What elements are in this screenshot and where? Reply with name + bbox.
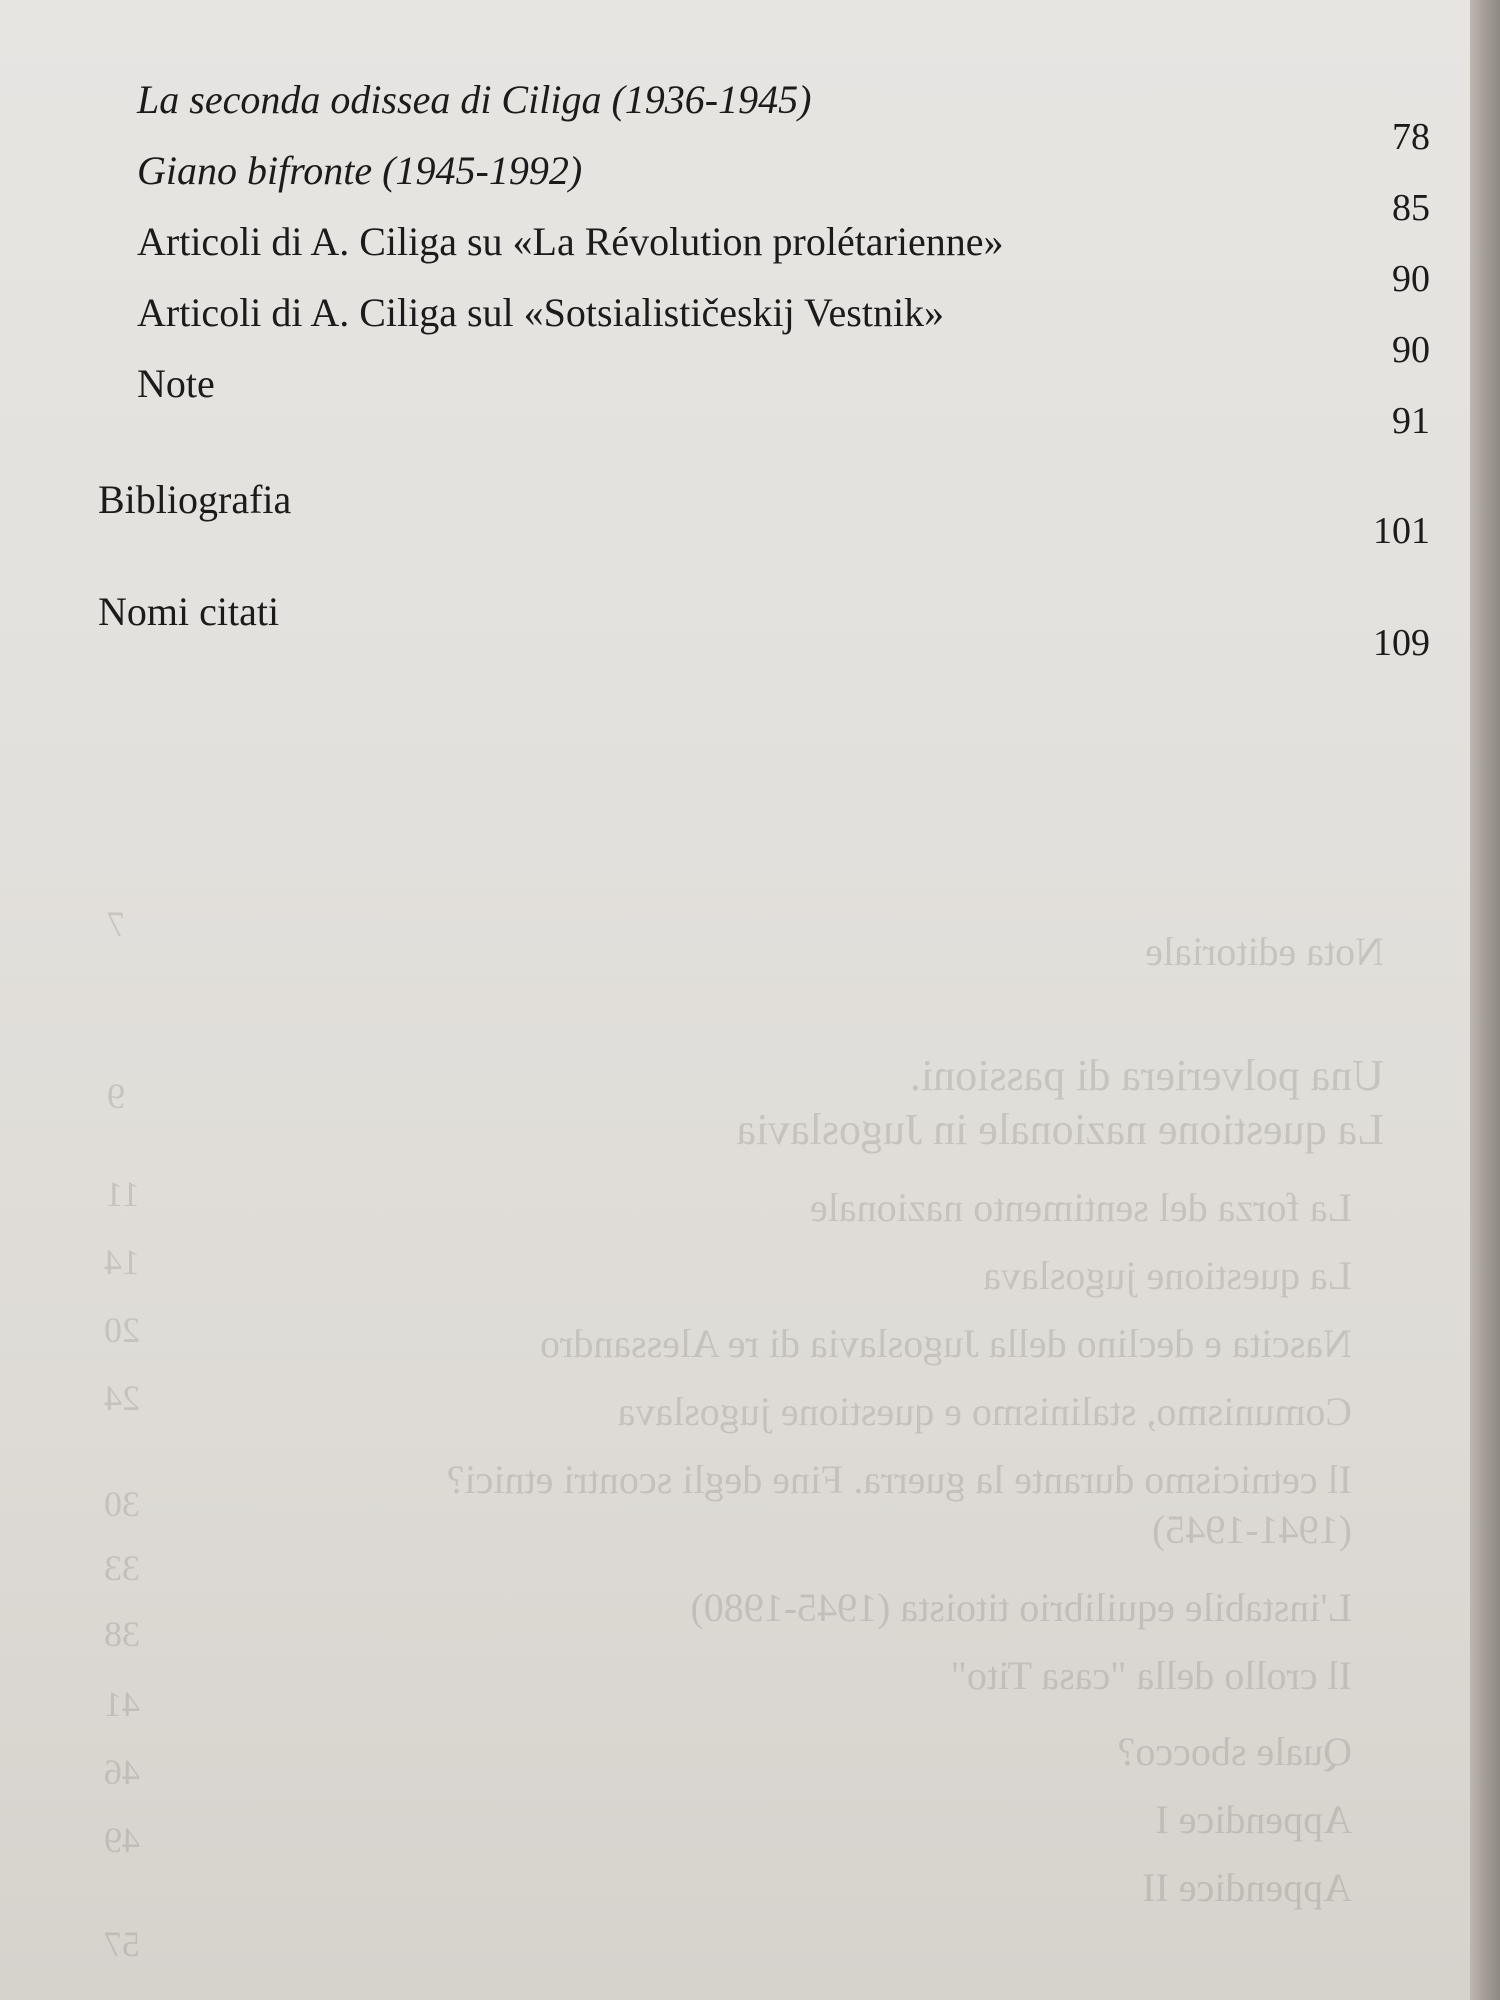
bleed-number: 49 bbox=[104, 1820, 140, 1860]
toc-entry-title: Articoli di A. Ciliga sul «Sotsialističeskij Vestnik» bbox=[137, 290, 945, 335]
toc-entry-page: 90 bbox=[1392, 329, 1430, 371]
bleed-line: (1941-1945) bbox=[1152, 1507, 1352, 1552]
bleed-number: 38 bbox=[104, 1614, 140, 1654]
toc-entry-page: 78 bbox=[1392, 116, 1430, 158]
bleed-line: L'instabile equilibrio titoista (1945-1980) bbox=[690, 1585, 1352, 1630]
bleed-line: Appendice II bbox=[1142, 1865, 1352, 1910]
bleed-through-text bbox=[0, 880, 1470, 2000]
bleed-line: La forza del sentimento nazionale bbox=[810, 1185, 1352, 1230]
bleed-line: La questione jugoslava bbox=[983, 1253, 1352, 1298]
toc-entry-page: 91 bbox=[1392, 400, 1430, 442]
bleed-number: 14 bbox=[104, 1242, 140, 1282]
toc-entry-title: Note bbox=[137, 361, 215, 406]
toc-entry-title: Giano bifronte (1945-1992) bbox=[137, 148, 583, 193]
bleed-line: Una polveriera di passioni. bbox=[909, 1051, 1384, 1100]
bleed-number: 7 bbox=[107, 904, 125, 944]
bleed-number: 24 bbox=[104, 1378, 140, 1418]
toc-entry-page: 101 bbox=[1373, 510, 1430, 552]
toc-entry-title: La seconda odissea di Ciliga (1936-1945) bbox=[137, 77, 812, 122]
bleed-line: Appendice I bbox=[1155, 1797, 1352, 1842]
bleed-number: 41 bbox=[104, 1684, 140, 1724]
toc-entry-title: Articoli di A. Ciliga su «La Révolution prolétarienne» bbox=[137, 219, 1004, 264]
bleed-number: 33 bbox=[104, 1548, 140, 1588]
bleed-line: Il cetnicismo durante la guerra. Fine degli scontri etnici? bbox=[446, 1457, 1352, 1502]
bleed-line: Nascita e declino della Jugoslavia di re Alessandro bbox=[540, 1321, 1352, 1366]
bleed-line: Quale sbocco? bbox=[1117, 1729, 1352, 1774]
bleed-number: 30 bbox=[104, 1484, 140, 1524]
bleed-line: Il crollo della "casa Tito" bbox=[950, 1653, 1352, 1698]
toc-entry-title: Bibliografia bbox=[98, 477, 292, 522]
bleed-number: 11 bbox=[105, 1174, 140, 1214]
bleed-line: La questione nazionale in Jugoslavia bbox=[736, 1105, 1384, 1154]
page-edge bbox=[1470, 0, 1500, 2000]
bleed-number: 9 bbox=[107, 1076, 125, 1116]
table-of-contents bbox=[0, 0, 1470, 700]
bleed-number: 46 bbox=[104, 1752, 140, 1792]
toc-entry-page: 85 bbox=[1392, 187, 1430, 229]
bleed-number: 57 bbox=[104, 1924, 140, 1964]
toc-entry-page: 109 bbox=[1373, 622, 1430, 664]
toc-entry-page: 90 bbox=[1392, 258, 1430, 300]
bleed-number: 20 bbox=[104, 1310, 140, 1350]
bleed-line: Comunismo, stalinismo e questione jugoslava bbox=[617, 1389, 1352, 1434]
toc-entry-title: Nomi citati bbox=[98, 589, 280, 634]
bleed-line: Nota editoriale bbox=[1145, 929, 1384, 974]
